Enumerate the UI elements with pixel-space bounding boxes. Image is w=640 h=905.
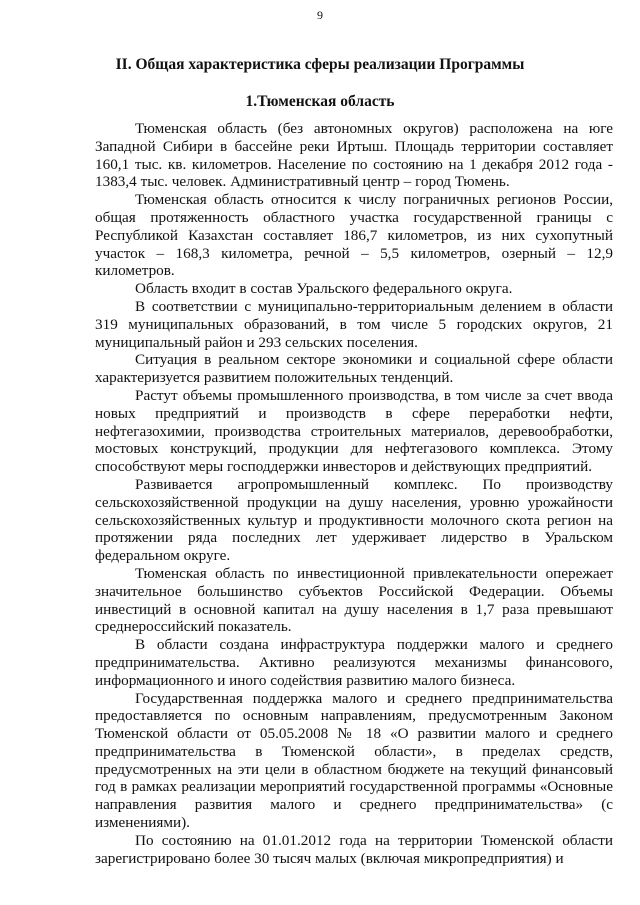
paragraph-location: Тюменская область (без автономных округов) расположена на юге Западной Сибири в бассейне реки Иртыш. Площадь территории составляет 160,1 тыс. кв. километров. Население по состоянию на 1 декабря 2012 года - 1383,4 тыс. человек. Административный центр – город Тюмень. [95,120,613,191]
paragraph-economy: Ситуация в реальном секторе экономики и социальной сфере области характеризуется развитием положительных тенденций. [95,351,613,387]
paragraph-state-support: Государственная поддержка малого и среднего предпринимательства предоставляется по основным направлениям, предусмотренным Законом Тюменской области от 05.05.2008 № 18 «О развитии малого и среднего предпринимательства в Тюменской области», в пределах средств, предусмотренных на эти цели в областном бюджете на текущий финансовый год в рамках реализации мероприятий государственной программы «Основные направления развития малого и среднего предпринимательства» (с изменениями). [95,689,613,832]
paragraph-municipalities: В соответствии с муниципально-территориальным делением в области 319 муниципальных образований, в том числе 5 городских округов, 21 муниципальный район и 293 сельских поселения. [95,297,613,351]
subsection-title: 1.Тюменская область [245,93,395,110]
paragraph-sme-infrastructure: В области создана инфраструктура поддержки малого и среднего предпринимательства. Активно реализуются механизмы финансового, информационного и иного содействия развитию малого бизнеса. [95,636,613,689]
paragraph-border: Тюменская область относится к числу пограничных регионов России, общая протяженность областного участка государственной границы с Республикой Казахстан составляет 186,7 километров, из них сухопутный участок – 168,3 километра, речной – 5,5 километров, озерный – 12,9 километров. [95,191,613,280]
section-title: II. Общая характеристика сферы реализации Программы [115,56,525,73]
paragraph-federal-district: Область входит в состав Уральского федерального округа. [135,280,513,298]
paragraph-registered-enterprises: По состоянию на 01.01.2012 года на территории Тюменской области зарегистрировано более 30 тысяч малых (включая микропредприятия) и [95,831,613,867]
document-body [95,120,613,867]
paragraph-industry: Растут объемы промышленного производства, в том числе за счет ввода новых предприятий и производств в сфере переработки нефти, нефтегазохимии, производства строительных материалов, деревообработки, мостовых конструкций, продукции для нефтегазового комплекса. Этому способствуют меры господдержки инвесторов и действующих предприятий. [95,386,613,476]
page-number: 9 [317,8,323,22]
paragraph-agriculture: Развивается агропромышленный комплекс. По производству сельскохозяйственной продукции на душу населения, уровню урожайности сельскохозяйственных культур и продуктивности молочного скота регион на протяжении ряда последних лет удерживает лидерство в Уральском федеральном округе. [95,475,613,565]
paragraph-investment: Тюменская область по инвестиционной привлекательности опережает значительное большинство субъектов Российской Федерации. Объемы инвестиций в основной капитал на душу населения в 1,7 раза превышают среднероссийский показатель. [95,564,613,636]
